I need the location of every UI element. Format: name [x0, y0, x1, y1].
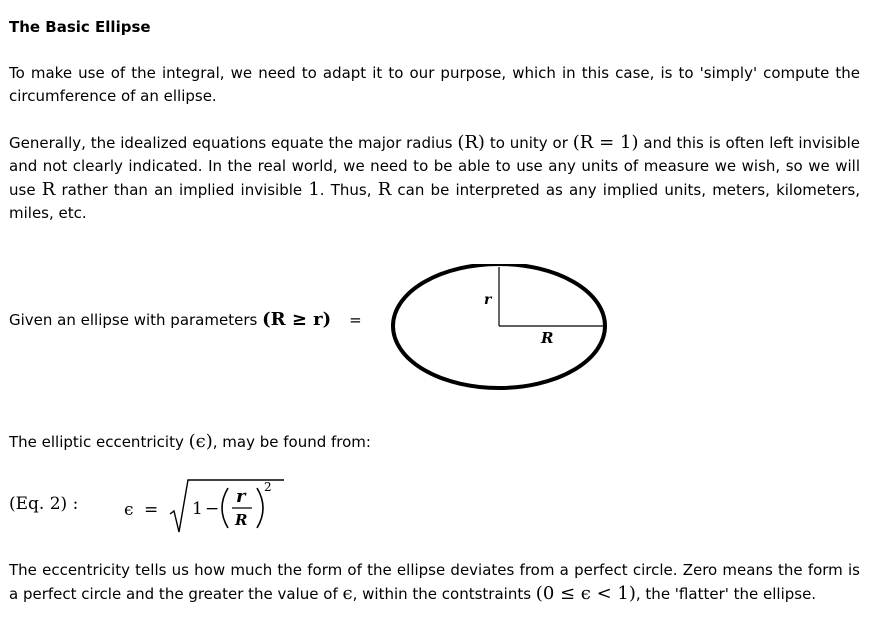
equation-label — [9, 494, 78, 514]
fraction-denominator: R — [235, 511, 248, 529]
section-title: The Basic Ellipse — [9, 18, 151, 36]
eccentricity-intro — [9, 430, 860, 454]
math-inline: 1 — [308, 179, 320, 200]
intro-paragraph: To make use of the integral, we need to adapt it to our purpose, which in this case, is to 'simply' compute the circumference of an ellipse. — [9, 64, 860, 105]
text-run: Generally, the idealized equations equate the major radius — [9, 134, 458, 152]
equals-sign: = — [144, 500, 159, 520]
minus-sign: − — [205, 499, 220, 519]
major-radius-paragraph — [9, 131, 860, 225]
epsilon-symbol: ϵ — [124, 500, 134, 520]
left-paren — [222, 488, 228, 528]
math-inline: R — [41, 179, 56, 200]
math-inline: (R ≥ r) — [262, 309, 332, 330]
math-inline: (ϵ) — [188, 431, 213, 452]
text-run: , may be found from: — [212, 433, 371, 451]
text-run: to unity or — [484, 134, 573, 152]
text-run: Given an ellipse with parameters — [9, 311, 263, 329]
given-ellipse-line — [9, 309, 362, 330]
equation-label-text: (Eq. 2) : — [9, 494, 79, 514]
fraction-numerator: r — [236, 486, 246, 507]
math-inline: (R) — [457, 132, 485, 153]
equals-sign: = — [349, 311, 362, 329]
text-run: The eccentricity tells us how much the form of the ellipse deviates from a perfect circle. Zero means the form is a perfect circle and the greater the value of — [9, 561, 860, 603]
minor-radius-label: r — [484, 292, 492, 308]
math-inline: (R = 1) — [572, 132, 639, 153]
text-run: and this is often left invisible and not clearly indicated. In the real world, we need to be able to use any units of measure we wish, so we will use — [9, 134, 860, 199]
math-inline: ϵ — [342, 583, 353, 604]
eccentricity-explanation — [9, 559, 860, 606]
exponent: 2 — [264, 480, 272, 494]
major-radius-label: R — [541, 329, 554, 347]
ellipse-figure — [388, 264, 618, 396]
text-run: rather than an implied invisible — [55, 181, 309, 199]
one-term: 1 — [192, 499, 203, 519]
text-run: , within the contstraints — [352, 585, 536, 603]
text-run: The elliptic eccentricity — [9, 433, 189, 451]
text-run: . Thus, — [319, 181, 378, 199]
math-inline: R — [377, 179, 392, 200]
text-run: , the 'flatter' the ellipse. — [635, 585, 817, 603]
eccentricity-equation — [124, 474, 284, 544]
right-paren — [257, 488, 263, 528]
text-run: can be interpreted as any implied units, meters, kilometers, miles, etc. — [9, 181, 860, 222]
math-inline: (0 ≤ ϵ < 1) — [535, 583, 636, 604]
